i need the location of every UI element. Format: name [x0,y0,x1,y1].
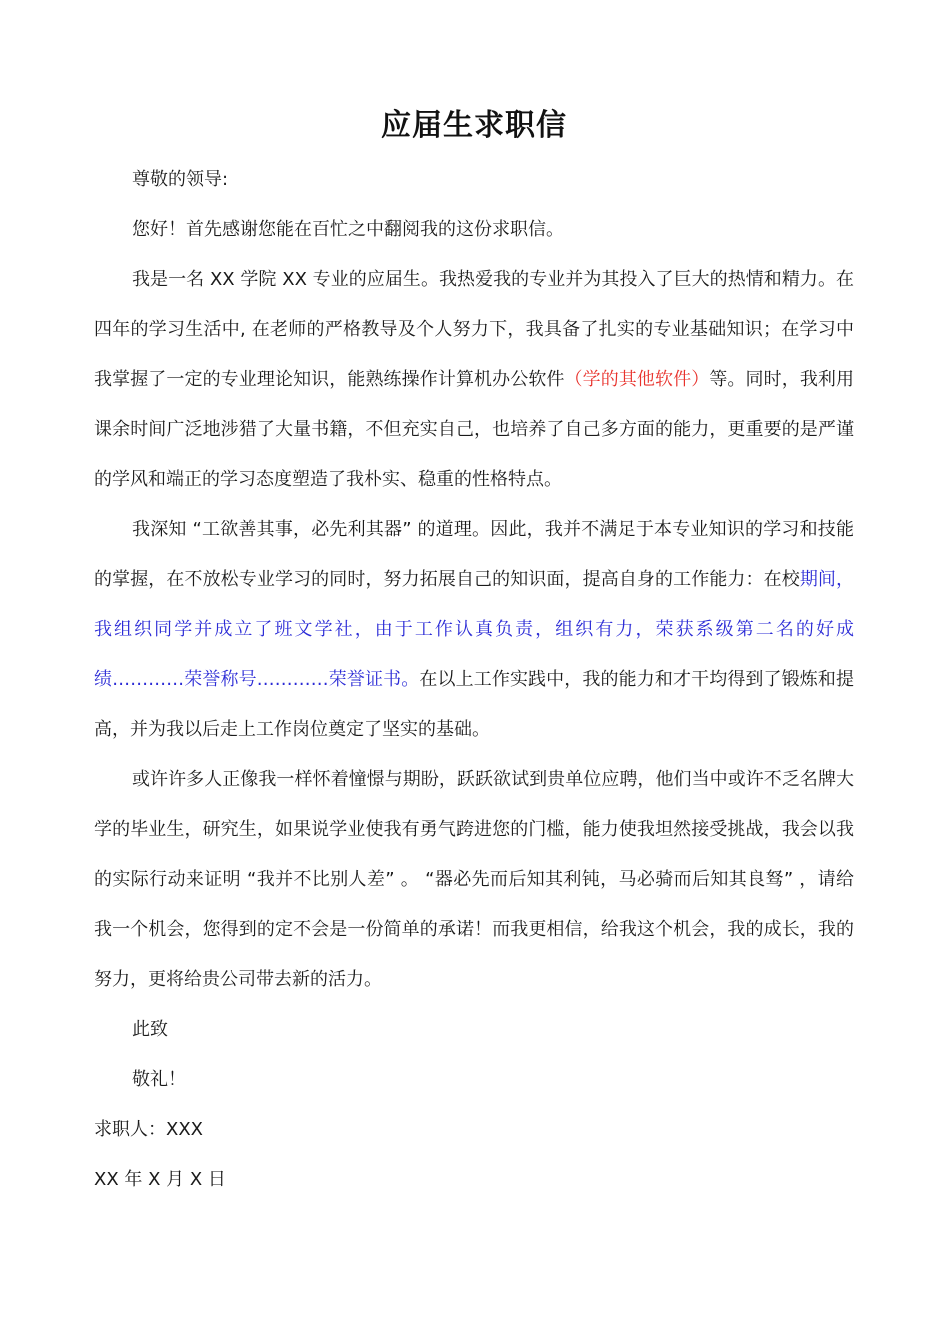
paragraph-education-text-2: 等。同时，我利用课余时间广泛地涉猎了大量书籍，不但充实自己，也培养了自己多方面的能力，更重要的是严谨的学风和端正的学习态度塑造了我朴实、稳重的性格特点。 [94,369,855,490]
closing-cizhi: 此致 [132,1019,168,1040]
paragraph-request: 或许许多人正像我一样怀着憧憬与期盼，跃跃欲试到贵单位应聘，他们当中或许不乏名牌大学的毕业生，研究生，如果说学业使我有勇气跨进您的门槛，能力使我坦然接受挑战，我会以我的实际行动来证明 “我并不比别人差” 。 “器必先而后知其利钝，马必骑而后知其良驽” ，请给我一个机会，您得到的定不会是一份简单的承诺！而我更相信，给我这个机会，我的成长，我的努力，更将给贵公司带去新的活力。 [94,769,854,990]
paragraph-skills-text-1: 我深知 “工欲善其事，必先利其器” 的道理。因此，我并不满足于本专业知识的学习和技能的掌握，在不放松专业学习的同时，努力拓展自己的知识面，提高自身的工作能力：在校 [94,519,854,590]
greeting: 您好！首先感谢您能在百忙之中翻阅我的这份求职信。 [132,219,564,240]
paragraph-education [94,255,854,505]
closing-jingli: 敬礼！ [132,1069,186,1090]
document-title: 应届生求职信 [381,108,567,143]
paragraph-skills-text-2: 在以上工作实践中，我的能力和才干均得到了锻炼和提高，并为我以后走上工作岗位奠定了坚实的基础。 [94,669,855,740]
letter-body [94,155,854,1205]
highlight-achievements: 期间，我组织同学并成立了班文学社，由于工作认真负责，组织有力，荣获系级第二名的好成绩…………荣誉称号…………荣誉证书。 [94,569,855,690]
paragraph-skills [94,505,854,755]
highlight-other-software: （学的其他软件） [564,369,710,390]
salutation: 尊敬的领导: [132,169,229,190]
paragraph-education-text-1: 我是一名 XX 学院 XX 专业的应届生。我热爱我的专业并为其投入了巨大的热情和精力。在四年的学习生活中, 在老师的严格教导及个人努力下，我具备了扎实的专业基础知识；在学习中我掌握了一定的专业理论知识，能熟练操作计算机办公软件 [94,269,854,390]
letter-date: XX 年 X 月 X 日 [94,1169,226,1190]
signature: 求职人：XXX [94,1119,203,1140]
